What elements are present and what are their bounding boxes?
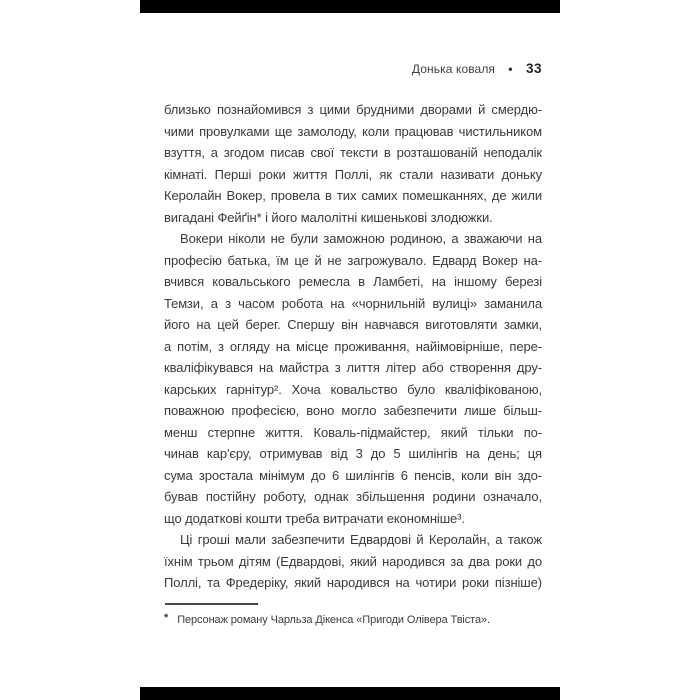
text-line: Поллі, та Фредеріку, який народився на чотири роки пізніше): [164, 575, 542, 590]
running-header: [164, 61, 542, 77]
text-line: Керолайн Вокер, провела в тих самих помешканнях, де жили: [164, 188, 542, 203]
text-line: їхнім трьом дітям (Едвардові, який народився за два роки до: [164, 553, 542, 569]
text-line: вчився ковальського ремесла в Ламбеті, на іншому березі: [164, 274, 542, 289]
text-line: менш стерпне життя. Коваль-підмайстер, який тільки по-: [164, 424, 542, 440]
text-line: професію батька, їм це й не загрожувало. Едвард Вокер на-: [164, 252, 542, 268]
text-line: бував постійну роботу, однак збільшення родини означало,: [164, 489, 542, 504]
text-block: [164, 99, 542, 594]
text-line: чинав кар'єру, отримував від 3 до 5 шилінгів на день; ця: [164, 446, 542, 461]
text-line: що додаткові кошти треба витрачати економніше³.: [164, 510, 465, 526]
bullet-separator-icon: ●: [508, 64, 513, 74]
chapter-title: Донька коваля: [411, 62, 496, 76]
text-line: карських гарнітур². Хоча ковальство було кваліфікованою,: [164, 381, 542, 397]
text-line: Ці гроші мали забезпечити Едвардові й Керолайн, а також: [180, 532, 542, 547]
text-line: кімнаті. Перші роки життя Поллі, як стали називати доньку: [164, 166, 542, 182]
text-line: кваліфікувався на майстра з лиття літер або створення дру-: [164, 360, 542, 375]
text-line: Темзи, а з часом робота на «чорнильній вулиці» заманила: [164, 295, 542, 311]
text-line: вигадані Фейґін* і його малолітні кишенькові злодюжки.: [164, 209, 493, 225]
page-number: 33: [525, 61, 542, 76]
text-line: його на цей берег. Спершу він навчався виготовляти замки,: [164, 317, 542, 332]
footnote: [164, 613, 546, 628]
text-line: чими провулками ще замолоду, коли працював чистильником: [164, 123, 542, 139]
text-line: поважною професією, воно могло забезпечити лише більш-: [164, 403, 542, 418]
footnote-marker: *: [164, 612, 169, 624]
text-line: сума зростала мінімум до 6 шилінгів 6 пенсів, коли він здо-: [164, 467, 542, 483]
scan-edge-bar-bottom: [140, 687, 560, 700]
footnote-text: Персонаж роману Чарльза Дікенса «Пригоди Олівера Твіста».: [177, 614, 490, 626]
footnote-divider: [165, 603, 258, 605]
text-line: Вокери ніколи не були заможною родиною, а зважаючи на: [180, 231, 542, 246]
text-line: взуття, а згодом писав свої тексти в розташованій неподалік: [164, 145, 542, 160]
text-line: близько познайомився з цими брудними дворами й смердю-: [164, 102, 542, 117]
text-line: а потім, з огляду на місце проживання, найімовірніше, пере-: [164, 338, 542, 354]
scan-edge-bar-top: [140, 0, 560, 13]
